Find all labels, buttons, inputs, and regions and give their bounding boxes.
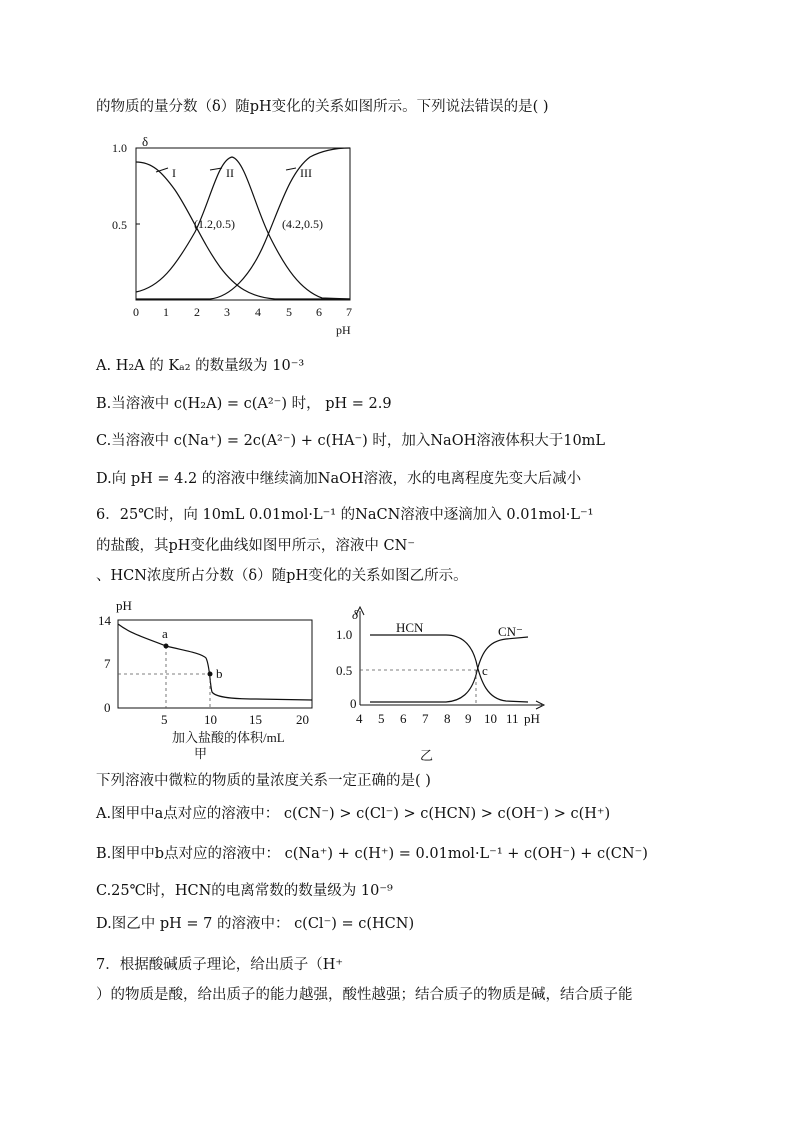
yi-xlabel: pH bbox=[524, 711, 540, 726]
jia-label-b: b bbox=[216, 666, 223, 681]
yi-xtick: 4 bbox=[356, 711, 363, 726]
q5-xtick: 2 bbox=[194, 305, 200, 319]
q6-option-c: C.25℃时，HCN的电离常数的数量级为 10⁻⁹ bbox=[96, 883, 393, 899]
q7-stem-line2: ）的物质是酸，给出质子的能力越强，酸性越强；结合质子的物质是碱，结合质子能 bbox=[96, 987, 633, 1003]
jia-titration-curve bbox=[118, 624, 312, 700]
jia-ylabel: pH bbox=[116, 598, 132, 613]
q5-xtick: 1 bbox=[163, 305, 169, 319]
q5-option-c: C.当溶液中 c(Na⁺) = 2c(A²⁻) + c(HA⁻) 时，加入NaOH溶液体积大于10mL bbox=[96, 433, 606, 449]
yi-label-hcn: HCN bbox=[396, 620, 424, 635]
q5-stem: 的物质的量分数（δ）随pH变化的关系如图所示。下列说法错误的是( ) bbox=[96, 99, 549, 115]
jia-xtick: 15 bbox=[249, 712, 262, 727]
q5-curve-label-III: III bbox=[300, 166, 312, 180]
q5-ytick-1: 1.0 bbox=[112, 141, 127, 155]
q5-point-1: (1.2,0.5) bbox=[194, 217, 235, 231]
q5-xtick: 5 bbox=[286, 305, 292, 319]
q5-point-2: (4.2,0.5) bbox=[282, 217, 323, 231]
q6-figure-jia bbox=[96, 596, 336, 764]
yi-curve-cn bbox=[370, 637, 528, 702]
yi-ytick: 0 bbox=[350, 696, 357, 711]
jia-label-a: a bbox=[162, 626, 168, 641]
yi-curve-hcn bbox=[370, 635, 528, 702]
q5-curve-label-II: II bbox=[226, 166, 234, 180]
q5-option-a: A. H₂A 的 Kₐ₂ 的数量级为 10⁻³ bbox=[96, 358, 305, 374]
q6-stem-line2: 的盐酸，其pH变化曲线如图甲所示，溶液中 CN⁻ bbox=[96, 538, 415, 554]
jia-point-a bbox=[164, 644, 169, 649]
jia-ytick: 7 bbox=[104, 656, 111, 671]
jia-ytick: 14 bbox=[98, 613, 111, 628]
q6-figure-yi bbox=[336, 603, 556, 775]
yi-xtick: 10 bbox=[484, 711, 497, 726]
q5-xtick: 7 bbox=[346, 305, 352, 319]
q6-question: 下列溶液中微粒的物质的量浓度关系一定正确的是( ) bbox=[96, 773, 431, 789]
yi-ytick: 1.0 bbox=[336, 627, 353, 642]
q5-xtick: 0 bbox=[133, 305, 139, 319]
q5-xtick: 3 bbox=[224, 305, 230, 319]
q5-ytick-05: 0.5 bbox=[112, 218, 127, 232]
yi-label-cn: CN⁻ bbox=[498, 624, 523, 639]
yi-xtick: 6 bbox=[400, 711, 407, 726]
q5-ylabel: δ bbox=[142, 134, 149, 149]
q6-stem-line1: 6．25℃时，向 10mL 0.01mol·L⁻¹ 的NaCN溶液中逐滴加入 0.01mol·L⁻¹ bbox=[96, 507, 594, 523]
q6-option-b: B.图甲中b点对应的溶液中： c(Na⁺) + c(H⁺) = 0.01mol·L⁻¹ + c(OH⁻) + c(CN⁻) bbox=[96, 846, 648, 862]
q5-xlabel: pH bbox=[336, 323, 351, 337]
yi-xtick: 11 bbox=[506, 711, 519, 726]
q6-option-d: D.图乙中 pH = 7 的溶液中： c(Cl⁻) = c(HCN) bbox=[96, 916, 415, 932]
yi-label-c: c bbox=[482, 663, 488, 678]
q6-option-a: A.图甲中a点对应的溶液中： c(CN⁻) > c(Cl⁻) > c(HCN) > c(OH⁻) > c(H⁺) bbox=[96, 806, 611, 822]
jia-xtick: 10 bbox=[204, 712, 217, 727]
yi-xtick: 8 bbox=[444, 711, 451, 726]
q5-xtick: 4 bbox=[255, 305, 261, 319]
yi-caption: 乙 bbox=[420, 748, 434, 763]
yi-xtick: 7 bbox=[422, 711, 429, 726]
q5-distribution-figure bbox=[100, 132, 370, 342]
yi-xtick: 5 bbox=[378, 711, 385, 726]
q7-stem-line1: 7．根据酸碱质子理论，给出质子（H⁺ bbox=[96, 957, 344, 973]
q6-stem-line3: 、HCN浓度所占分数（δ）随pH变化的关系如图乙所示。 bbox=[96, 568, 468, 584]
jia-point-b bbox=[208, 672, 213, 677]
yi-ylabel: δ bbox=[352, 607, 359, 622]
jia-ytick: 0 bbox=[104, 700, 111, 715]
jia-xlabel: 加入盐酸的体积/mL bbox=[172, 730, 285, 745]
q5-option-d: D.向 pH = 4.2 的溶液中继续滴加NaOH溶液，水的电离程度先变大后减小 bbox=[96, 471, 582, 487]
jia-caption: 甲 bbox=[194, 746, 208, 761]
q5-curve-label-I: I bbox=[172, 166, 176, 180]
yi-xtick: 9 bbox=[465, 711, 472, 726]
yi-ytick: 0.5 bbox=[336, 663, 353, 678]
q5-xtick: 6 bbox=[316, 305, 322, 319]
q5-option-b: B.当溶液中 c(H₂A) = c(A²⁻) 时， pH = 2.9 bbox=[96, 396, 392, 412]
jia-xtick: 20 bbox=[296, 712, 309, 727]
jia-xtick: 5 bbox=[161, 712, 168, 727]
